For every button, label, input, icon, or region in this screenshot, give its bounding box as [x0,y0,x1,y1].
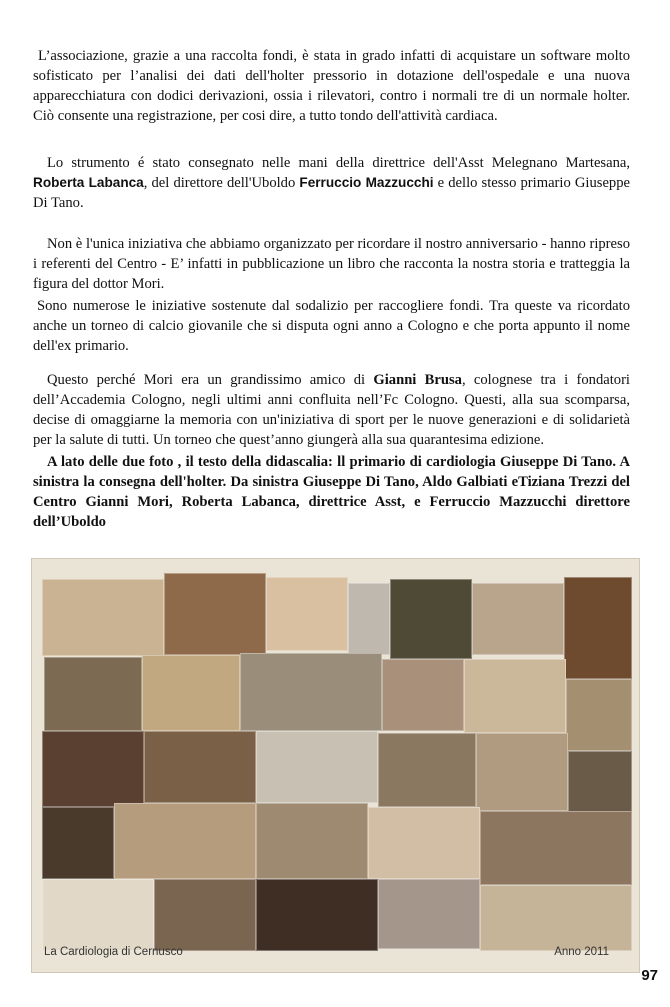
page-number: 97 [641,967,658,984]
photo-tile [564,577,632,679]
photo-tile [348,583,390,655]
photo-tile [114,803,256,879]
name-roberta-labanca: Roberta Labanca [33,175,144,190]
paragraph-brusa-text-c: , colognese tra i fondatori dell’Accademia Cologno, negli ultimi anni confluita nell’Fc Cologno. Questi, alla sua scomparsa, decise di omaggiarne la memoria con un'iniziativa di sport per le nuove generazioni e di solidarietà per la salute di tutti. Un torneo che quest’anno giungerà alla sua quarantesima edizione. [33,372,630,448]
photo-tile [144,731,256,803]
photo-tile [476,733,568,811]
paragraph-software: L’associazione, grazie a una raccolta fondi, è stata in grado infatti di acquistare un software molto sofisticato per l’analisi dei dati dell'holter pressorio in dotazione dell'ospedale e una nuova apparecchiatura con dodici derivazioni, ossia i rilevatori, contro i normali tre di un normale holter. Ciò consente una registrazione, per cosi dire, a tutto tondo dell'attività cardiaca. [33,48,630,124]
paragraph-consegna-text-c: , del direttore dell'Uboldo [143,175,300,191]
photo-label-left: La Cardiologia di Cernusco [44,946,183,958]
photo-caption: A lato delle due foto , il testo della didascalia: ll primario di cardiologia Giuseppe Di Tano. A sinistra la consegna dell'holter. Da sinistra Giuseppe Di Tano, Aldo Galbiati eTiziana Trezzi del Centro Gianni Mori, Roberta Labanca, direttrice Asst, e Ferruccio Mazzucchi direttore dell’Uboldo [33,454,630,530]
paragraph-iniziative: Sono numerose le iniziative sostenute dal sodalizio per raccogliere fondi. Tra queste va ricordato anche un torneo di calcio giovanile che si disputa ogni anno a Cologno e che porta appunto il nome dell'ex primario. [33,298,630,354]
photo-tile [480,811,632,885]
photo-label-right: Anno 2011 [554,946,609,958]
photo-tile [142,655,240,731]
paragraph-anniversario: Non è l'unica iniziativa che abbiamo organizzato per ricordare il nostro anniversario - hanno ripreso i referenti del Centro - E’ infatti in pubblicazione un libro che racconta la nostra storia e tratteggia la figura del dottor Mori. [33,236,630,292]
photo-tile [42,579,164,656]
paragraph-gianni-brusa [33,370,630,450]
photo-tile [44,657,142,731]
photo-tile [378,733,476,807]
collage-photo [31,558,640,973]
photo-tile [480,885,632,951]
photo-tile [378,879,480,949]
photo-tile [154,879,256,951]
photo-tile [368,807,480,879]
photo-tile [566,679,632,751]
photo-tile [42,807,114,879]
name-ferruccio-mazzucchi: Ferruccio Mazzucchi [299,175,434,190]
photo-tile [390,579,472,659]
name-gianni-brusa: Gianni Brusa [373,372,462,388]
photo-tile [382,659,464,731]
paragraph-consegna-text-e: e dello stesso primario Giuseppe Di Tano. [33,175,630,211]
photo-tile [568,751,632,813]
photo-tile [256,731,378,803]
photo-tile [266,577,348,651]
photo-tile [42,879,154,951]
photo-tile [256,803,368,879]
paragraph-consegna-text-a: Lo strumento é stato consegnato nelle mani della direttrice dell'Asst Melegnano Martesana, [47,155,630,171]
paragraph-brusa-text-a: Questo perché Mori era un grandissimo amico di [47,372,374,388]
photo-tile [464,659,566,733]
paragraph-consegna [33,153,630,213]
photo-tile [42,731,144,807]
photo-tile [240,653,382,731]
photo-tile [164,573,266,655]
photo-tile [472,583,564,655]
photo-tile [256,879,378,951]
